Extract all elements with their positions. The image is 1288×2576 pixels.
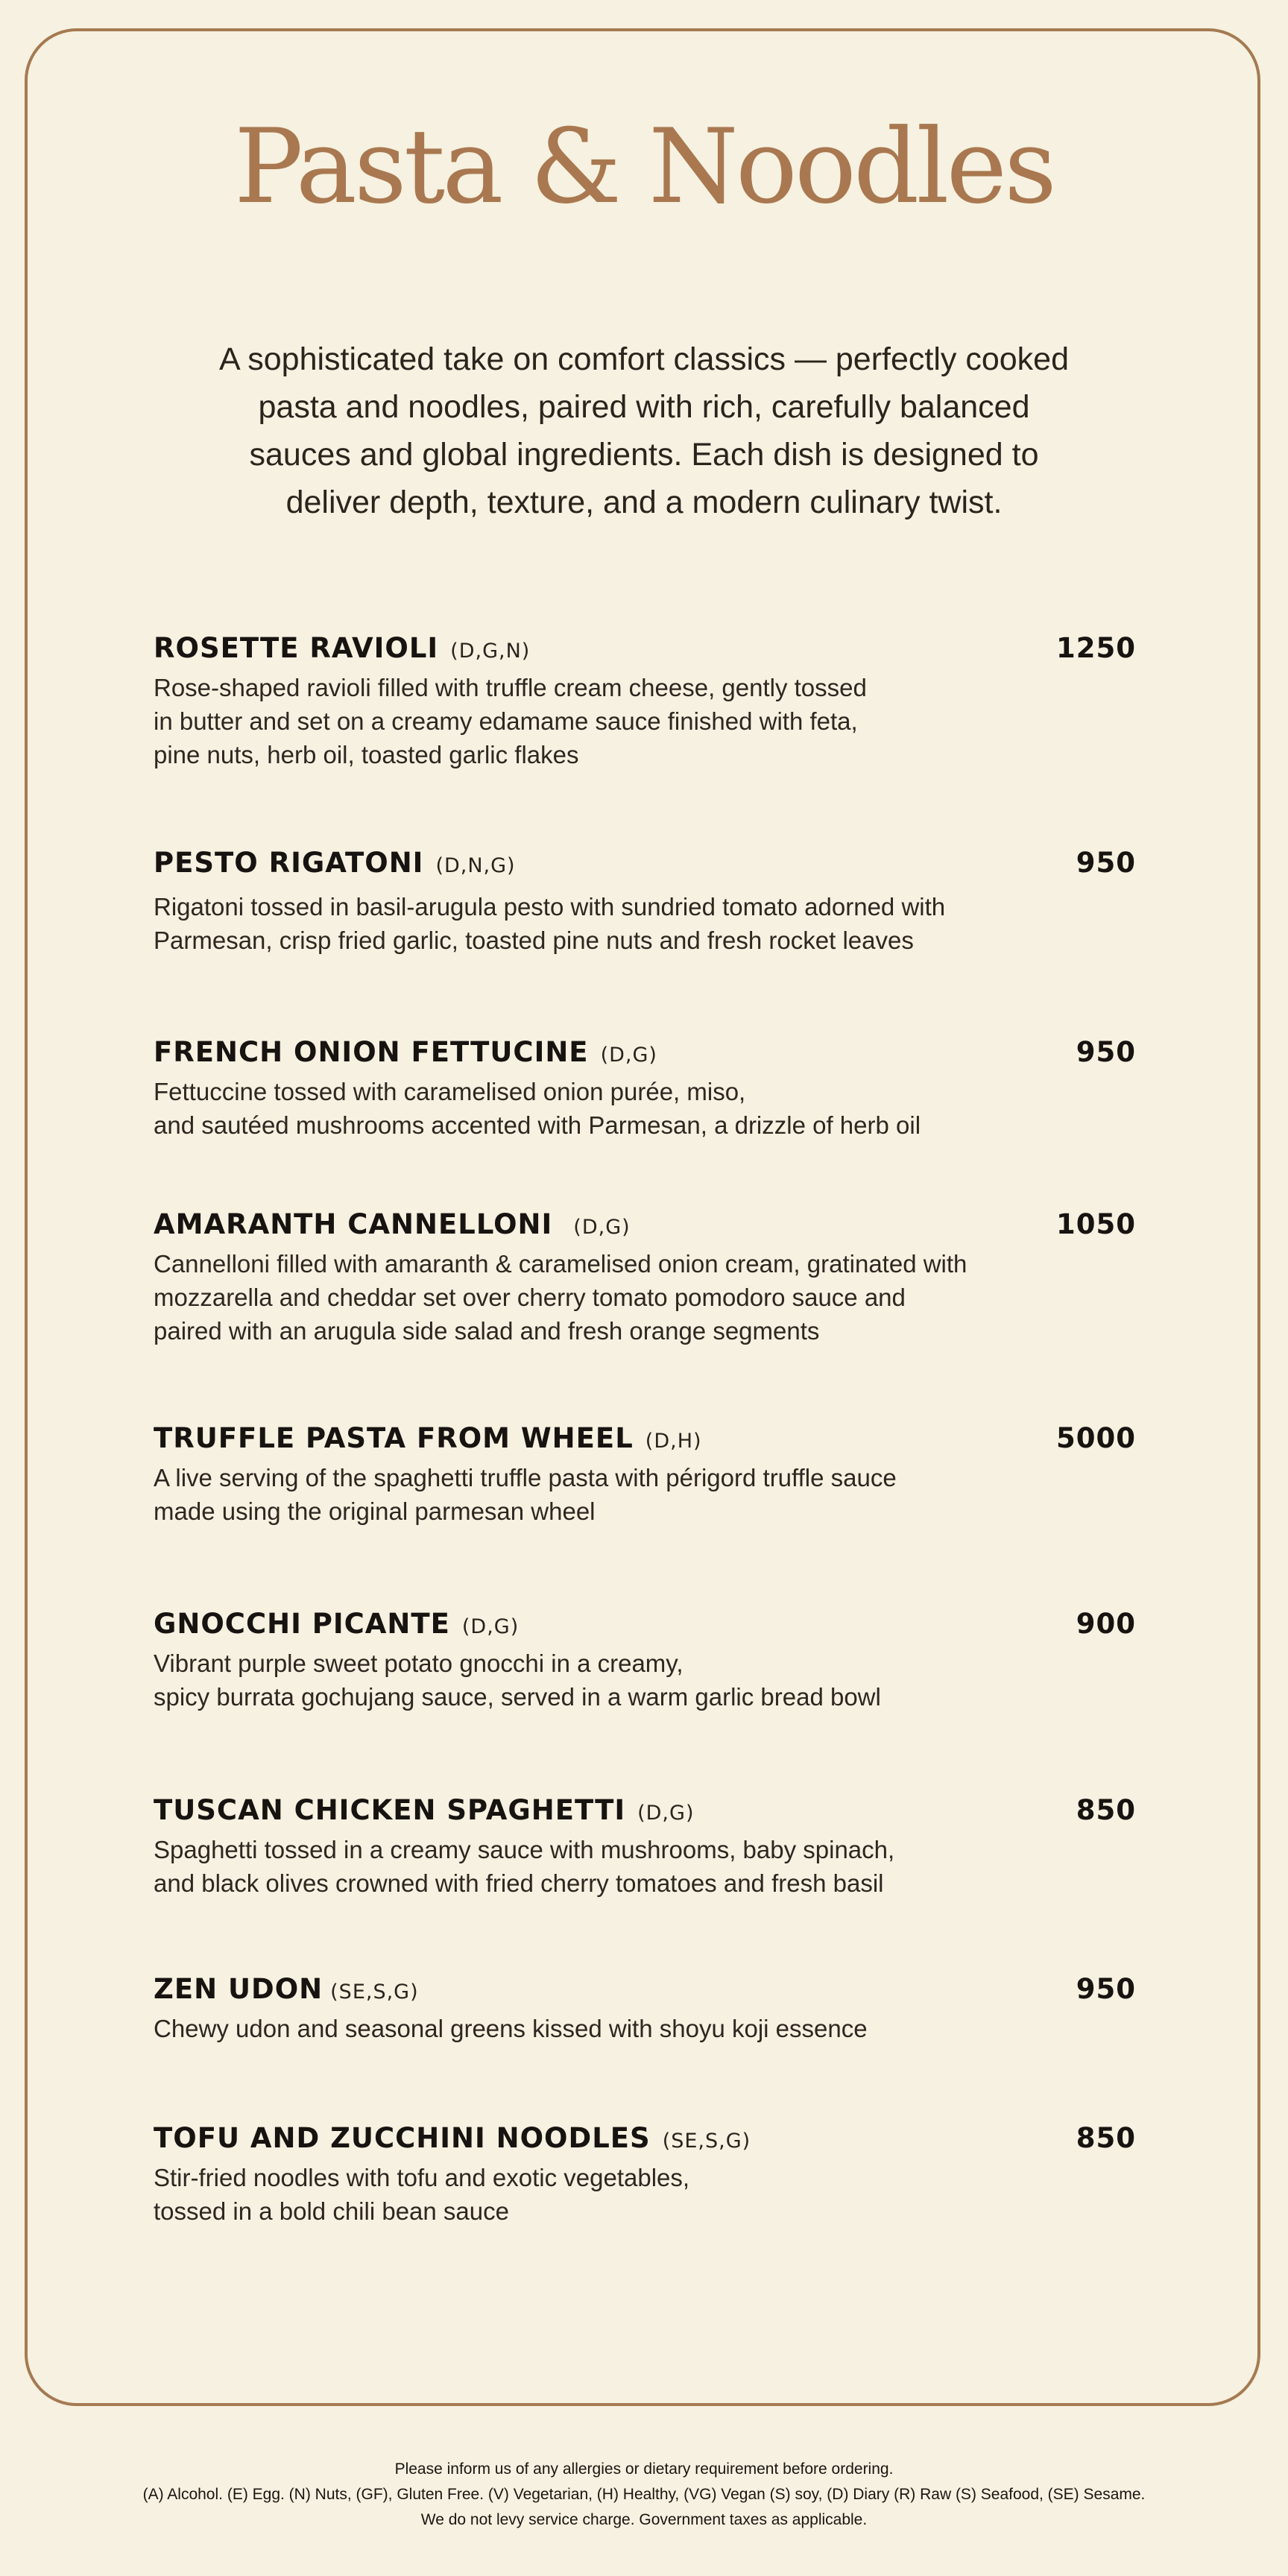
menu-item (154, 1036, 1136, 1142)
menu-item (154, 2122, 1136, 2228)
menu-item-price: 900 (1076, 1608, 1136, 1640)
menu-item-name: PESTO RIGATONI (D,N,G) (154, 847, 516, 879)
menu-item-tags: (D,G) (637, 1802, 695, 1825)
menu-item-description: Vibrant purple sweet potato gnocchi in a creamy, spicy burrata gochujang sauce, served in a warm garlic bread bowl (154, 1650, 881, 1711)
menu-item (154, 1208, 1136, 1348)
menu-item-tags: (D,G) (573, 1216, 631, 1239)
menu-item-description: Spaghetti tossed in a creamy sauce with mushrooms, baby spinach, and black olives crowned with fried cherry tomatoes and fresh basil (154, 1836, 895, 1897)
menu-item-name: AMARANTH CANNELLONI (D,G) (154, 1208, 631, 1240)
menu-item-price: 850 (1076, 1794, 1136, 1826)
menu-item-tags: (SE,S,G) (662, 2130, 751, 2153)
menu-item-tags: (D,G,N) (450, 640, 531, 663)
menu-item-description: Stir-fried noodles with tofu and exotic vegetables, tossed in a bold chili bean sauce (154, 2164, 690, 2225)
menu-item (154, 1422, 1136, 1528)
menu-item-description: Rose-shaped ravioli filled with truffle cream cheese, gently tossed in butter and set on a creamy edamame sauce finished with feta, pine nuts, herb oil, toasted garlic flakes (154, 674, 867, 768)
menu-item-tags: (D,N,G) (435, 854, 516, 877)
menu-item-name: TOFU AND ZUCCHINI NOODLES (SE,S,G) (154, 2122, 751, 2154)
menu-item (154, 632, 1136, 771)
footer-allergen-legend: (A) Alcohol. (E) Egg. (N) Nuts, (GF), Gluten Free. (V) Vegetarian, (H) Healthy, (VG) Vegan (S) soy, (D) Diary (R) Raw (S) Seafood, (SE) Sesame. (142, 2486, 1146, 2503)
menu-item-price: 850 (1076, 2122, 1136, 2154)
menu-item (154, 847, 1136, 957)
menu-item (154, 1794, 1136, 1900)
menu-item-price: 950 (1076, 847, 1136, 879)
menu-intro: A sophisticated take on comfort classics — perfectly cooked pasta and noodles, paired with rich, carefully balanced sauces and global ingredients. Each dish is designed to deliver depth, texture, and a modern culinary twist. (218, 341, 1070, 520)
allergy-footer (0, 2457, 1288, 2533)
menu-item-price: 1050 (1056, 1208, 1136, 1240)
menu-item-tags: (D,H) (645, 1430, 702, 1453)
menu-item-price: 5000 (1056, 1422, 1136, 1454)
menu-item-price: 1250 (1056, 632, 1136, 664)
menu-item-name: ZEN UDON (SE,S,G) (154, 1973, 419, 2005)
menu-item-name: FRENCH ONION FETTUCINE (D,G) (154, 1036, 657, 1068)
menu-item-description: Rigatoni tossed in basil-arugula pesto with sundried tomato adorned with Parmesan, crisp fried garlic, toasted pine nuts and fresh rocket leaves (154, 893, 946, 954)
page-title: Pasta & Noodles (234, 107, 1054, 227)
menu-item-description: Cannelloni filled with amaranth & caramelised onion cream, gratinated with mozzarella and cheddar set over cherry tomato pomodoro sauce and paired with an arugula side salad and fresh orange segments (154, 1250, 967, 1345)
menu-item-tags: (D,G) (461, 1615, 520, 1638)
menu-item-description: Fettuccine tossed with caramelised onion purée, miso, and sautéed mushrooms accented with Parmesan, a drizzle of herb oil (154, 1078, 921, 1139)
menu-item-price: 950 (1076, 1973, 1136, 2005)
menu-item-tags: (D,G) (600, 1044, 657, 1067)
menu-item (154, 1973, 1136, 2045)
footer-allergy-notice: Please inform us of any allergies or dietary requirement before ordering. (394, 2460, 894, 2478)
menu-item-description: Chewy udon and seasonal greens kissed with shoyu koji essence (154, 2015, 868, 2042)
menu-item-tags: (SE,S,G) (330, 1980, 419, 2004)
menu-item-name: ROSETTE RAVIOLI (D,G,N) (154, 632, 531, 664)
menu-item (154, 1608, 1136, 1714)
menu-item-name: TUSCAN CHICKEN SPAGHETTI (D,G) (154, 1794, 695, 1826)
menu-item-price: 950 (1076, 1036, 1136, 1068)
menu-item-name: TRUFFLE PASTA FROM WHEEL (D,H) (154, 1422, 702, 1454)
menu-item-description: A live serving of the spaghetti truffle pasta with périgord truffle sauce made using the original parmesan wheel (154, 1464, 897, 1525)
menu-item-name: GNOCCHI PICANTE (D,G) (154, 1608, 520, 1640)
footer-tax-notice: We do not levy service charge. Government taxes as applicable. (420, 2511, 868, 2528)
